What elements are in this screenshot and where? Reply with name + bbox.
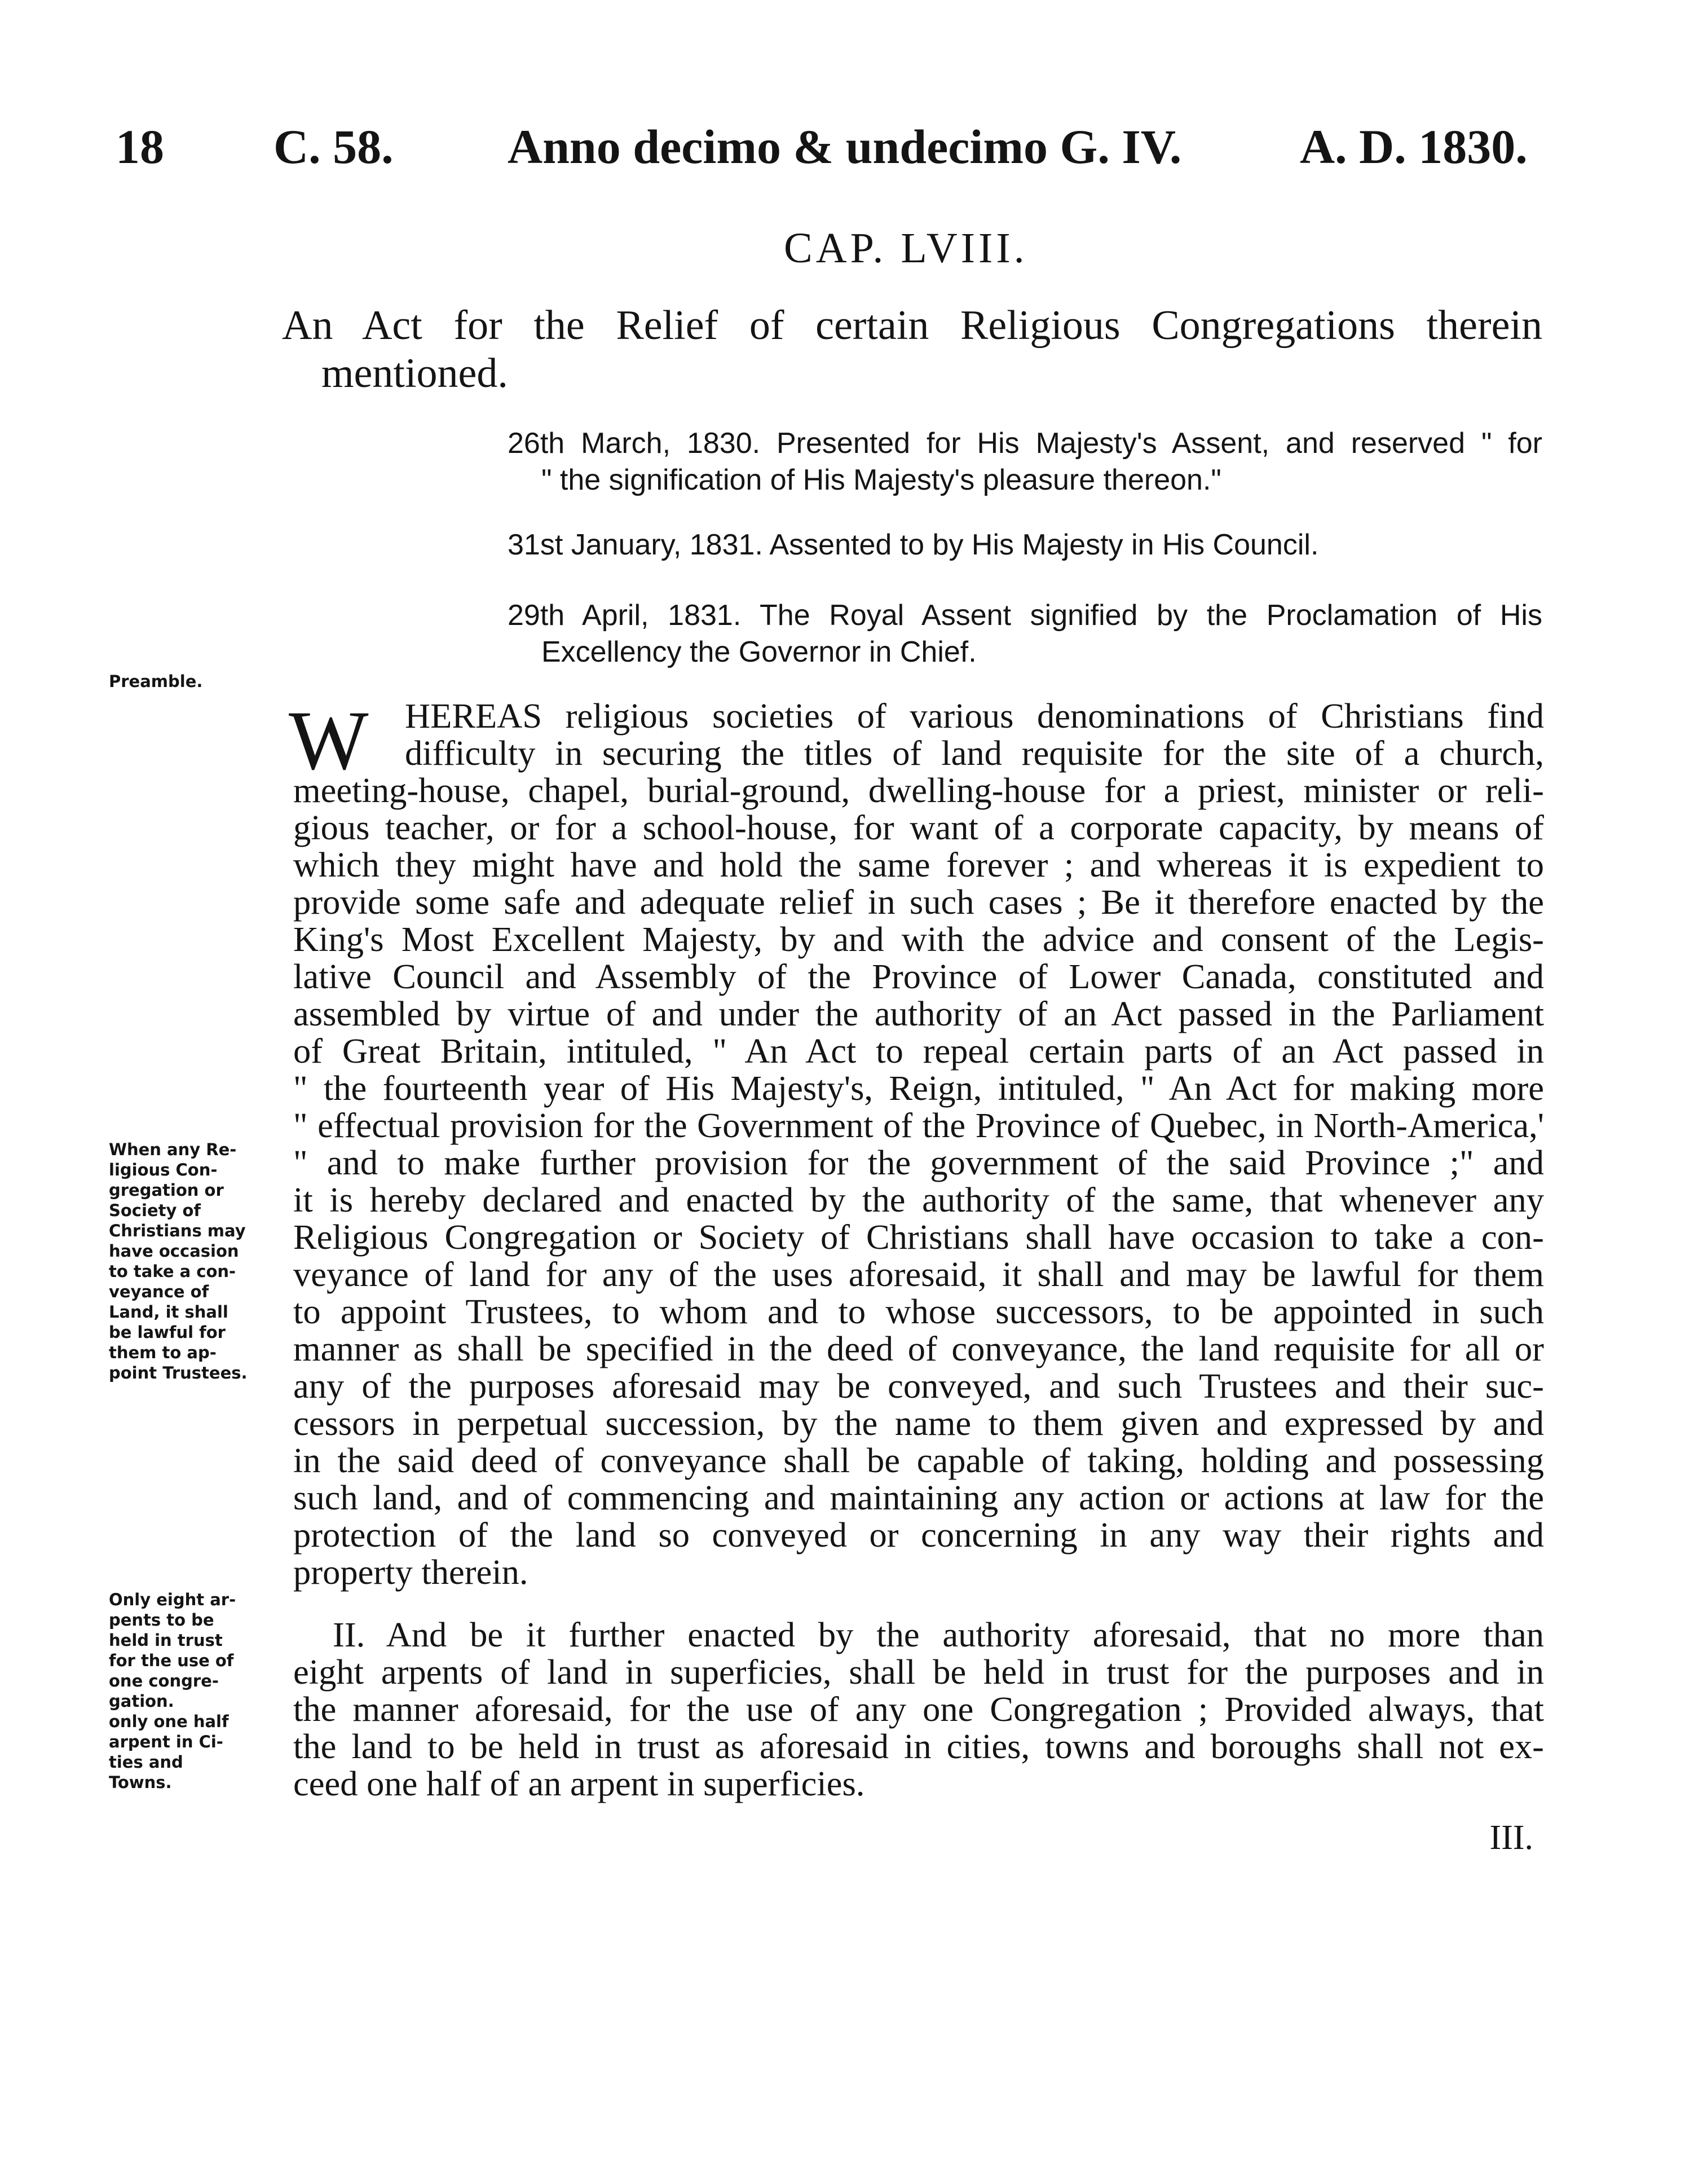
margin-note-arpents (109, 1589, 236, 1793)
drop-cap: W (289, 694, 369, 787)
margin-note-line: held in trust (109, 1631, 223, 1650)
margin-note-line: Land, it shall (109, 1302, 228, 1322)
body-line: the land to be held in trust as aforesaid in cities, towns and boroughs shall not ex- (293, 1727, 1544, 1766)
margin-note-line: When any Re- (109, 1140, 237, 1159)
body-line: Religious Congregation or Society of Christians shall have occasion to take a con- (293, 1217, 1544, 1257)
body-line: veyance of land for any of the uses aforesaid, it shall and may be lawful for them (293, 1254, 1544, 1294)
body-line: of Great Britain, intituled, " An Act to repeal certain parts of an Act passed in (293, 1031, 1544, 1071)
body-line: II. And be it further enacted by the authority aforesaid, that no more than (333, 1615, 1544, 1654)
presented-date-line-2: " the signification of His Majesty's pleasure thereon." (541, 464, 1221, 496)
body-line: property therein. (293, 1552, 528, 1592)
act-title-line-1: An Act for the Relief of certain Religious Congregations therein (282, 302, 1542, 349)
body-line: gious teacher, or for a school-house, for want of a corporate capacity, by means of (293, 808, 1544, 847)
page-number: 18 (116, 120, 164, 174)
signified-date-line-1: 29th April, 1831. The Royal Assent signified by the Proclamation of His (508, 599, 1542, 632)
margin-note-line: ties and (109, 1753, 183, 1772)
margin-note-line: pents to be (109, 1610, 214, 1630)
assented-date-line: 31st January, 1831. Assented to by His Majesty in His Council. (508, 529, 1319, 561)
margin-note-line: be lawful for (109, 1323, 226, 1342)
margin-note-line: ligious Con- (109, 1160, 218, 1179)
body-line: manner as shall be specified in the deed of conveyance, the land requisite for all or (293, 1329, 1544, 1368)
body-line: HEREAS religious societies of various denominations of Christians find (405, 696, 1544, 736)
margin-note-line: veyance of (109, 1282, 209, 1301)
body-line: King's Most Excellent Majesty, by and with the advice and consent of the Legis- (293, 919, 1544, 959)
margin-note-line: Towns. (109, 1773, 172, 1792)
body-line: such land, and of commencing and maintaining any action or actions at law for the (293, 1478, 1544, 1517)
body-line: to appoint Trustees, to whom and to whose successors, to be appointed in such (293, 1292, 1544, 1331)
margin-note-line: gregation or (109, 1181, 224, 1200)
body-line: difficulty in securing the titles of land requisite for the site of a church, (405, 733, 1544, 773)
regnal-year-title: Anno decimo & undecimo G. IV. (508, 120, 1182, 174)
chapter-number: C. 58. (273, 120, 394, 174)
margin-note-line: to take a con- (109, 1262, 236, 1281)
margin-note-preamble: Preamble. (109, 672, 203, 691)
margin-note-line: have occasion (109, 1241, 239, 1261)
body-line: which they might have and hold the same forever ; and whereas it is expedient to (293, 845, 1544, 884)
header-year: A. D. 1830. (1300, 120, 1528, 174)
body-line: protection of the land so conveyed or concerning in any way their rights and (293, 1515, 1544, 1555)
body-line: ceed one half of an arpent in superficies. (293, 1764, 865, 1803)
margin-note-line: one congre- (109, 1671, 219, 1690)
act-title-line-2: mentioned. (321, 350, 508, 397)
body-line: it is hereby declared and enacted by the authority of the same, that whenever any (293, 1180, 1544, 1219)
body-line: lative Council and Assembly of the Province of Lower Canada, constituted and (293, 957, 1544, 996)
catchword: III. (1489, 1818, 1533, 1857)
margin-note-line: Only eight ar- (109, 1590, 236, 1609)
body-line: " the fourteenth year of His Majesty's, Reign, intituled, " An Act for making more (293, 1068, 1544, 1108)
body-line: in the said deed of conveyance shall be capable of taking, holding and possessing (293, 1441, 1544, 1480)
body-line: " effectual provision for the Government of the Province of Quebec, in North-America,' (293, 1106, 1544, 1145)
cap-heading: CAP. LVIII. (784, 224, 1028, 272)
body-line: assembled by virtue of and under the authority of an Act passed in the Parliament (293, 994, 1544, 1033)
body-line: cessors in perpetual succession, by the name to them given and expressed by and (293, 1403, 1544, 1443)
body-line: meeting-house, chapel, burial-ground, dwelling-house for a priest, minister or reli- (293, 770, 1544, 810)
margin-note-line: Society of (109, 1201, 201, 1220)
margin-note-line: Christians may (109, 1221, 246, 1240)
body-line: any of the purposes aforesaid may be conveyed, and such Trustees and their suc- (293, 1366, 1544, 1406)
body-line: " and to make further provision for the government of the said Province ;" and (293, 1143, 1544, 1182)
body-line: the manner aforesaid, for the use of any one Congregation ; Provided always, that (293, 1689, 1544, 1729)
margin-note-line: point Trustees. (109, 1363, 248, 1382)
margin-note-line: only one half (109, 1712, 229, 1731)
margin-note-trustees (109, 1139, 248, 1383)
margin-note-line: them to ap- (109, 1343, 217, 1362)
margin-note-line: for the use of (109, 1651, 234, 1670)
body-line: provide some safe and adequate relief in such cases ; Be it therefore enacted by the (293, 882, 1544, 922)
presented-date-line-1: 26th March, 1830. Presented for His Majesty's Assent, and reserved " for (508, 427, 1542, 460)
margin-note-line: arpent in Ci- (109, 1732, 223, 1751)
signified-date-line-2: Excellency the Governor in Chief. (541, 636, 977, 668)
margin-note-line: gation. (109, 1692, 174, 1711)
body-line: eight arpents of land in superficies, shall be held in trust for the purposes and in (293, 1652, 1544, 1692)
